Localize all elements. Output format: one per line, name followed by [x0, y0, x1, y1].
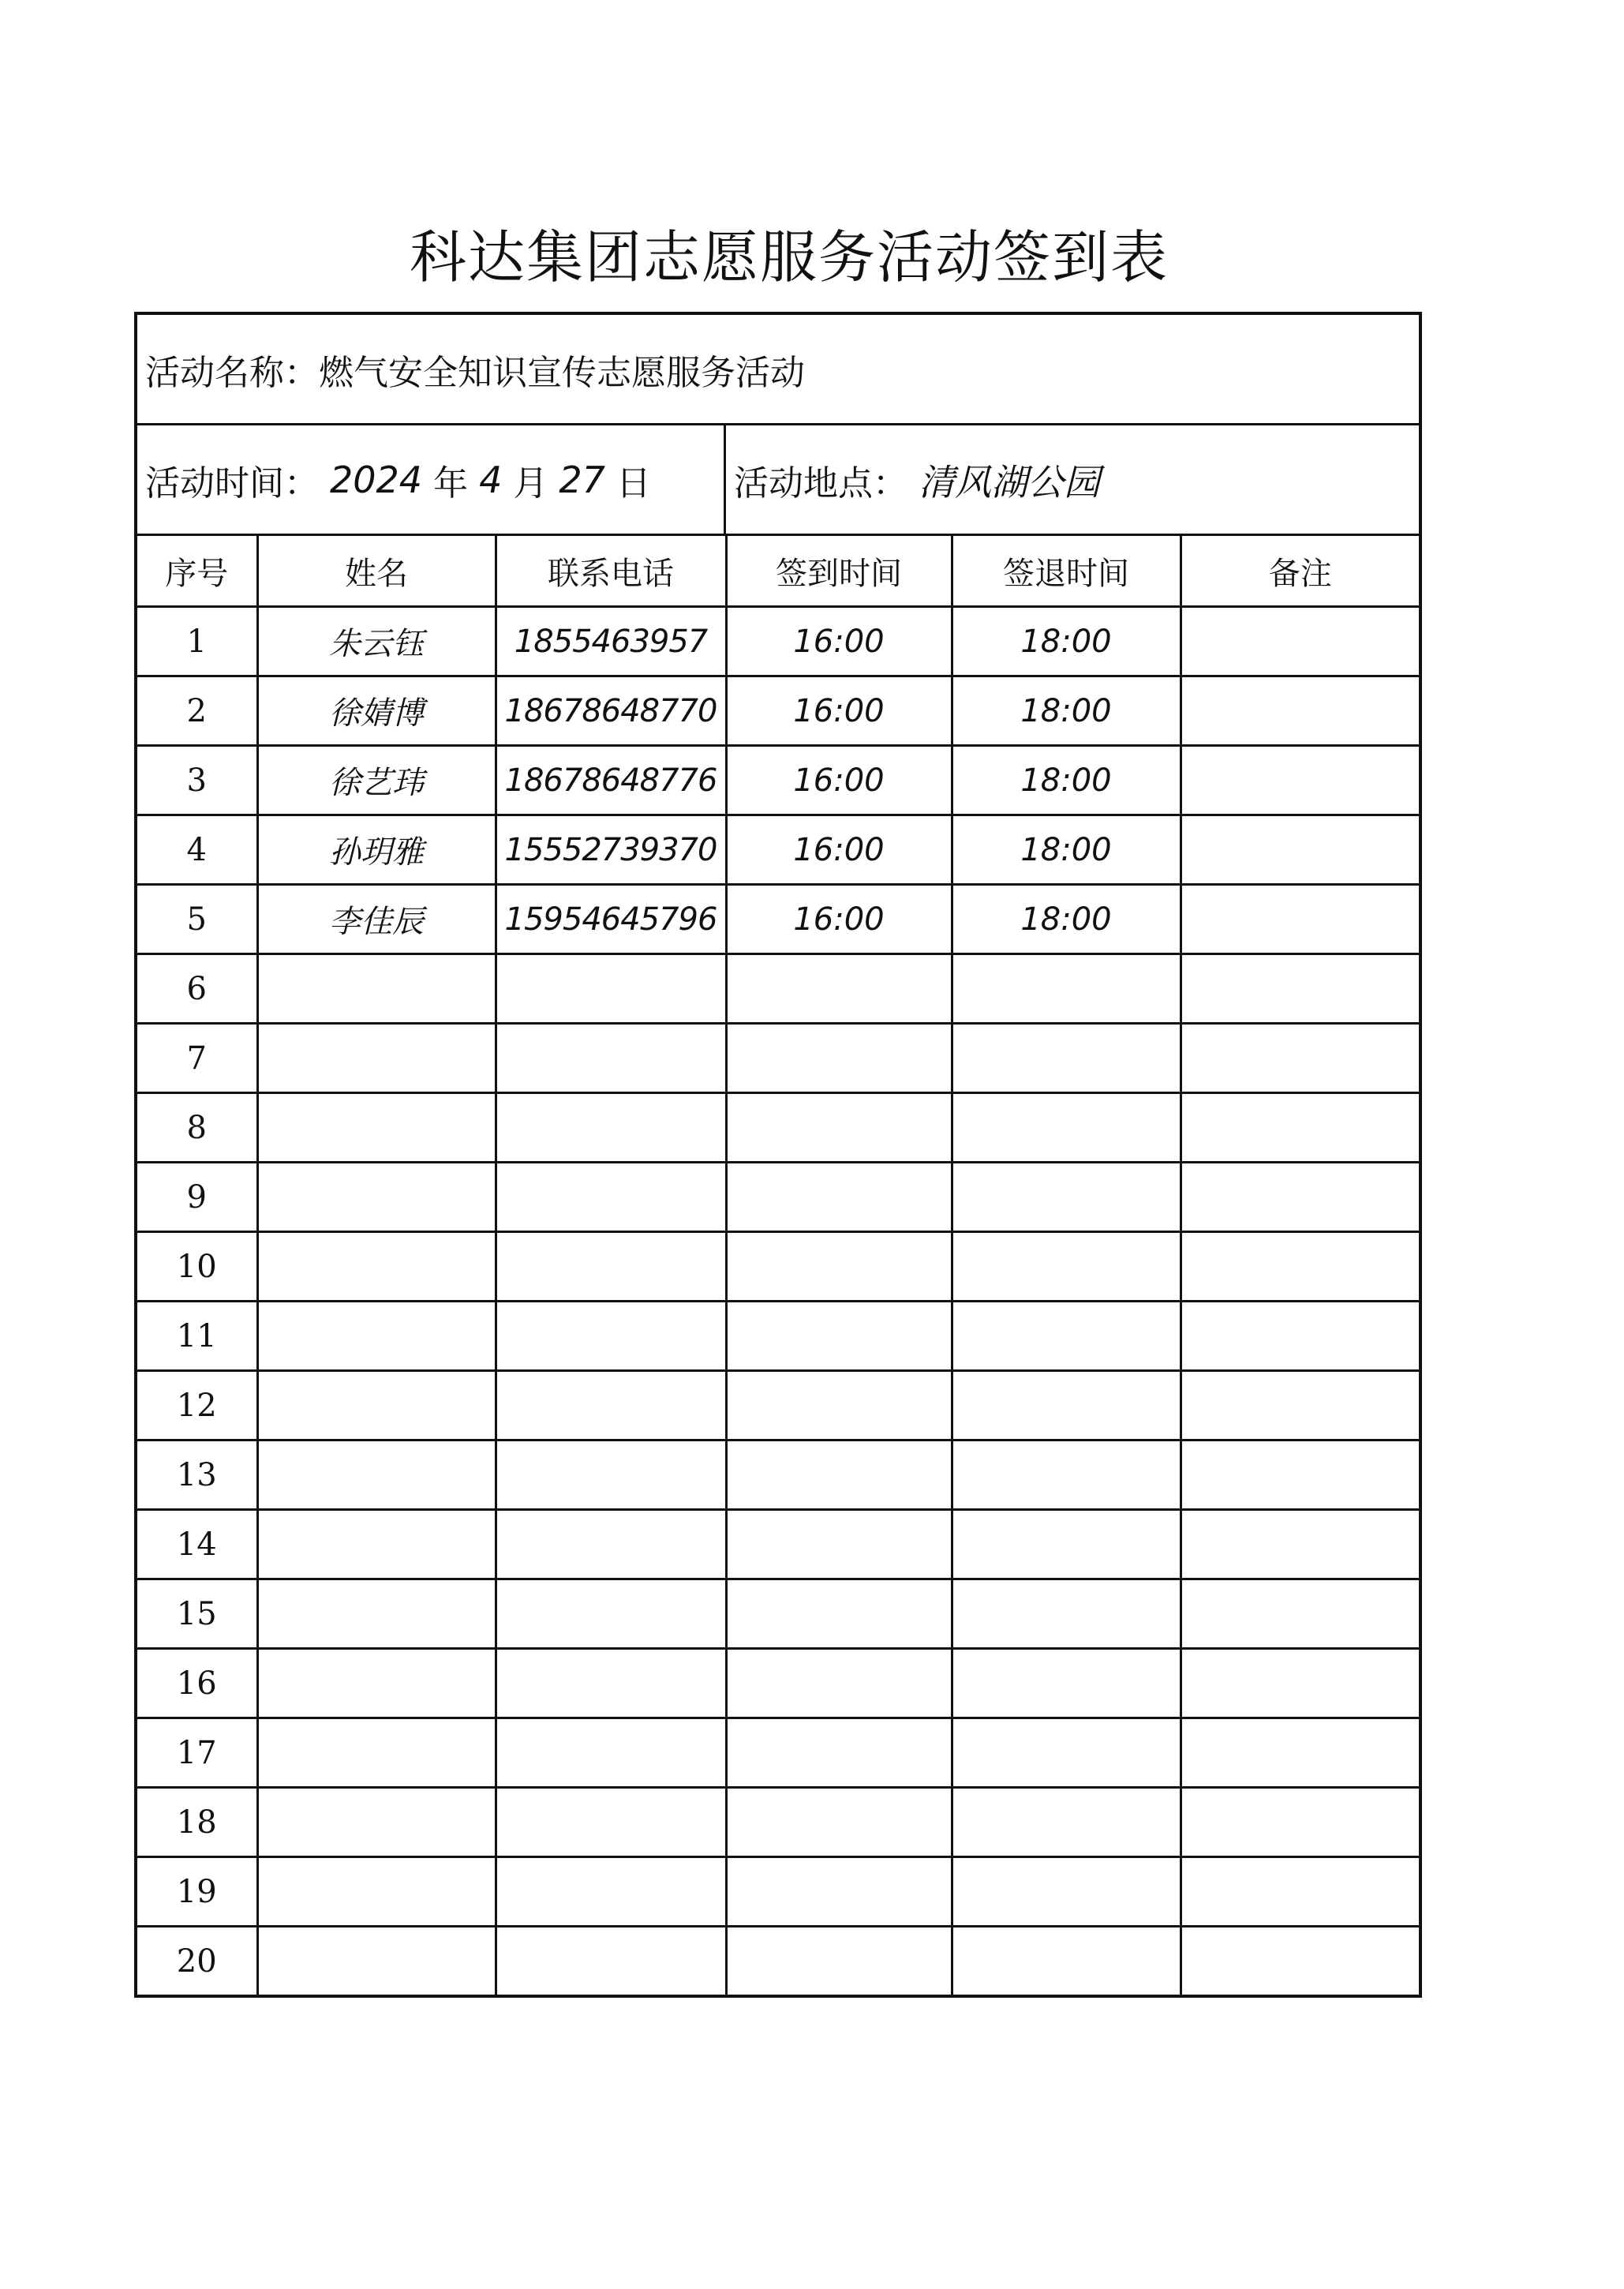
- remarks: [1181, 885, 1419, 954]
- volunteer-phone: [496, 1718, 726, 1788]
- sign-in-time: [726, 1440, 952, 1510]
- sign-in-time: 16:00: [726, 815, 952, 885]
- row-number: 2: [137, 676, 257, 746]
- row-number: 15: [137, 1579, 257, 1649]
- row-number: 9: [137, 1163, 257, 1232]
- sign-out-time: [952, 1857, 1181, 1927]
- volunteer-phone: 18678648770: [496, 676, 726, 746]
- day-unit: 日: [616, 463, 651, 504]
- volunteer-name: [257, 1927, 496, 1995]
- volunteer-name: [257, 1302, 496, 1371]
- header-sign-out-time: 签退时间: [952, 536, 1181, 607]
- sign-out-time: 18:00: [952, 885, 1181, 954]
- row-number: 13: [137, 1440, 257, 1510]
- volunteer-phone: [496, 1371, 726, 1440]
- remarks: [1181, 1788, 1419, 1857]
- volunteer-name: [257, 1649, 496, 1718]
- volunteer-phone: [496, 1649, 726, 1718]
- table-row: [137, 954, 1419, 1024]
- volunteer-phone: [496, 1093, 726, 1163]
- remarks: [1181, 1510, 1419, 1579]
- sign-out-time: [952, 1232, 1181, 1302]
- table-row: [137, 1371, 1419, 1440]
- volunteer-phone: [496, 1510, 726, 1579]
- row-number: 1: [137, 607, 257, 676]
- sign-out-time: [952, 1371, 1181, 1440]
- remarks: [1181, 607, 1419, 676]
- table-row: [137, 1718, 1419, 1788]
- sign-out-time: [952, 1163, 1181, 1232]
- remarks: [1181, 746, 1419, 815]
- table-header-row: [137, 536, 1419, 607]
- row-number: 17: [137, 1718, 257, 1788]
- table-row: [137, 746, 1419, 815]
- header-name: 姓名: [257, 536, 496, 607]
- row-number: 4: [137, 815, 257, 885]
- sign-in-time: [726, 1302, 952, 1371]
- row-number: 16: [137, 1649, 257, 1718]
- activity-place-label: 活动地点：: [734, 463, 907, 504]
- volunteer-name: [257, 1024, 496, 1093]
- activity-place-cell: [726, 425, 1111, 534]
- sign-in-time: 16:00: [726, 885, 952, 954]
- row-number: 3: [137, 746, 257, 815]
- sign-out-time: 18:00: [952, 607, 1181, 676]
- row-number: 20: [137, 1927, 257, 1995]
- sign-in-sheet: [134, 312, 1422, 1998]
- month-unit: 月: [513, 463, 548, 504]
- sign-out-time: 18:00: [952, 815, 1181, 885]
- sign-out-time: [952, 1302, 1181, 1371]
- row-number: 8: [137, 1093, 257, 1163]
- activity-time-label: 活动时间：: [145, 463, 319, 504]
- remarks: [1181, 1857, 1419, 1927]
- volunteer-name: [257, 1371, 496, 1440]
- remarks: [1181, 1927, 1419, 1995]
- volunteer-phone: [496, 1232, 726, 1302]
- volunteer-phone: [496, 1302, 726, 1371]
- row-number: 12: [137, 1371, 257, 1440]
- row-number: 10: [137, 1232, 257, 1302]
- sign-in-time: [726, 1163, 952, 1232]
- remarks: [1181, 1093, 1419, 1163]
- attendance-table: [137, 536, 1419, 1995]
- sign-in-time: 16:00: [726, 607, 952, 676]
- volunteer-name: 朱云钰: [257, 607, 496, 676]
- sign-in-time: [726, 1857, 952, 1927]
- row-number: 5: [137, 885, 257, 954]
- table-row: [137, 1232, 1419, 1302]
- table-row: [137, 1024, 1419, 1093]
- sign-out-time: [952, 1788, 1181, 1857]
- sign-out-time: [952, 954, 1181, 1024]
- sign-out-time: [952, 1718, 1181, 1788]
- remarks: [1181, 1163, 1419, 1232]
- activity-time-cell: [137, 425, 726, 534]
- remarks: [1181, 1024, 1419, 1093]
- table-row: [137, 815, 1419, 885]
- table-row: [137, 607, 1419, 676]
- sign-in-time: [726, 1024, 952, 1093]
- volunteer-phone: [496, 1440, 726, 1510]
- volunteer-phone: [496, 1788, 726, 1857]
- table-row: [137, 885, 1419, 954]
- sign-out-time: [952, 1440, 1181, 1510]
- volunteer-name: 李佳辰: [257, 885, 496, 954]
- volunteer-phone: [496, 954, 726, 1024]
- sign-in-time: [726, 1510, 952, 1579]
- sign-in-time: [726, 1718, 952, 1788]
- volunteer-phone: [496, 1857, 726, 1927]
- header-sign-in-time: 签到时间: [726, 536, 952, 607]
- page-title: 科达集团志愿服务活动签到表: [409, 224, 1169, 290]
- sign-in-time: [726, 1927, 952, 1995]
- sign-in-time: [726, 1371, 952, 1440]
- volunteer-name: 徐艺玮: [257, 746, 496, 815]
- volunteer-phone: [496, 1579, 726, 1649]
- activity-day: 27: [559, 458, 605, 501]
- header-number: 序号: [137, 536, 257, 607]
- activity-month: 4: [479, 458, 503, 501]
- sign-out-time: 18:00: [952, 746, 1181, 815]
- activity-place-value: 清风湖公园: [919, 460, 1100, 504]
- sign-in-time: [726, 1649, 952, 1718]
- row-number: 7: [137, 1024, 257, 1093]
- volunteer-phone: 18678648776: [496, 746, 726, 815]
- remarks: [1181, 1302, 1419, 1371]
- volunteer-phone: 1855463957: [496, 607, 726, 676]
- volunteer-phone: [496, 1024, 726, 1093]
- sign-out-time: [952, 1927, 1181, 1995]
- sign-in-time: 16:00: [726, 746, 952, 815]
- year-unit: 年: [433, 463, 469, 504]
- sign-in-time: 16:00: [726, 676, 952, 746]
- volunteer-phone: 15552739370: [496, 815, 726, 885]
- table-row: [137, 1788, 1419, 1857]
- table-row: [137, 1579, 1419, 1649]
- sign-in-time: [726, 1788, 952, 1857]
- remarks: [1181, 1440, 1419, 1510]
- sign-out-time: [952, 1579, 1181, 1649]
- row-number: 18: [137, 1788, 257, 1857]
- activity-time-place-row: [137, 425, 1419, 536]
- remarks: [1181, 954, 1419, 1024]
- activity-name-value: 燃气安全知识宣传志愿服务活动: [319, 352, 805, 393]
- remarks: [1181, 815, 1419, 885]
- remarks: [1181, 1579, 1419, 1649]
- remarks: [1181, 676, 1419, 746]
- row-number: 11: [137, 1302, 257, 1371]
- table-row: [137, 1093, 1419, 1163]
- remarks: [1181, 1232, 1419, 1302]
- table-row: [137, 1163, 1419, 1232]
- sign-in-time: [726, 1093, 952, 1163]
- sign-out-time: [952, 1649, 1181, 1718]
- volunteer-name: [257, 1718, 496, 1788]
- sign-in-time: [726, 954, 952, 1024]
- table-row: [137, 1440, 1419, 1510]
- activity-name-cell: [137, 315, 805, 423]
- volunteer-name: [257, 954, 496, 1024]
- remarks: [1181, 1649, 1419, 1718]
- volunteer-name: [257, 1163, 496, 1232]
- table-row: [137, 1510, 1419, 1579]
- volunteer-name: [257, 1440, 496, 1510]
- volunteer-phone: [496, 1163, 726, 1232]
- table-row: [137, 1857, 1419, 1927]
- volunteer-name: [257, 1093, 496, 1163]
- sign-out-time: [952, 1093, 1181, 1163]
- table-row: [137, 1302, 1419, 1371]
- table-row: [137, 1649, 1419, 1718]
- header-phone: 联系电话: [496, 536, 726, 607]
- sign-in-time: [726, 1579, 952, 1649]
- sign-out-time: 18:00: [952, 676, 1181, 746]
- remarks: [1181, 1371, 1419, 1440]
- header-remarks: 备注: [1181, 536, 1419, 607]
- volunteer-name: [257, 1232, 496, 1302]
- sign-in-time: [726, 1232, 952, 1302]
- remarks: [1181, 1718, 1419, 1788]
- activity-year: 2024: [330, 458, 423, 501]
- volunteer-name: [257, 1510, 496, 1579]
- sign-out-time: [952, 1024, 1181, 1093]
- volunteer-name: [257, 1579, 496, 1649]
- volunteer-name: 孙玥雅: [257, 815, 496, 885]
- table-row: [137, 676, 1419, 746]
- row-number: 6: [137, 954, 257, 1024]
- sign-out-time: [952, 1510, 1181, 1579]
- activity-name-label: 活动名称：: [145, 352, 319, 393]
- volunteer-name: [257, 1857, 496, 1927]
- activity-name-row: [137, 315, 1419, 425]
- table-row: [137, 1927, 1419, 1995]
- row-number: 14: [137, 1510, 257, 1579]
- volunteer-name: [257, 1788, 496, 1857]
- volunteer-phone: [496, 1927, 726, 1995]
- volunteer-phone: 15954645796: [496, 885, 726, 954]
- row-number: 19: [137, 1857, 257, 1927]
- volunteer-name: 徐婧博: [257, 676, 496, 746]
